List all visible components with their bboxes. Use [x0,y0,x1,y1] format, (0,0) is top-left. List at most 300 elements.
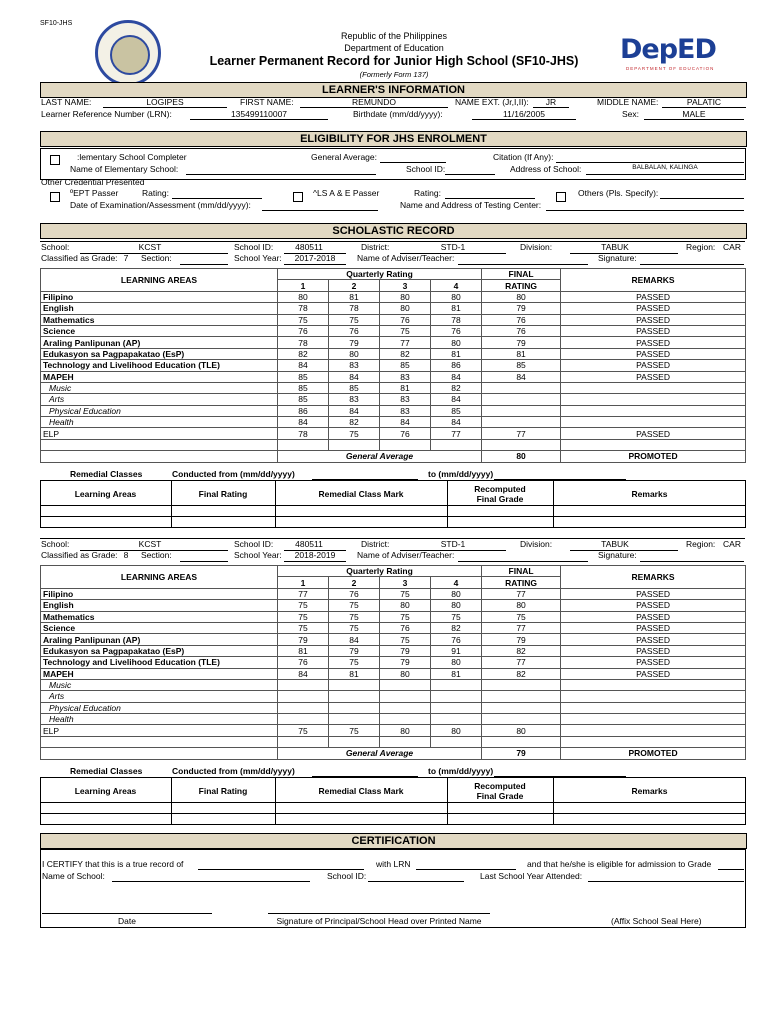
quarter-2-cell [329,439,380,450]
quarter-4-cell: 76 [431,325,482,336]
school-year-field-line[interactable] [284,264,346,265]
recomputed-header-a: Recomputed [474,781,526,791]
remarks-cell: PASSED [561,611,746,622]
grade-row [41,702,746,713]
quarter-1-cell: 85 [278,382,329,393]
quarter-3-cell: 76 [380,314,431,325]
quarter-4-cell: 80 [431,291,482,302]
quarter-3-cell: 79 [380,645,431,656]
quarter-2-cell [329,679,380,690]
pept-rating-field[interactable] [172,188,262,199]
quarter-4-header: 4 [431,280,482,291]
general-average-field[interactable] [380,152,446,163]
quarter-3-cell: 80 [380,291,431,302]
remarks-cell: PASSED [561,622,746,633]
certify-label: I CERTIFY that this is a true record of [42,859,184,869]
quarter-1-cell: 75 [278,725,329,736]
school-id-value: 480511 [295,242,323,252]
remarks-cell: PASSED [561,657,746,668]
quarter-4-cell: 81 [431,668,482,679]
quarter-3-cell: 83 [380,394,431,405]
quarter-2-cell: 76 [329,325,380,336]
remarks-cell [561,702,746,713]
remedial-row-divider [40,505,746,506]
final-rating-cell [482,405,561,416]
final-rating-cell: 76 [482,314,561,325]
quarter-4-cell: 81 [431,348,482,359]
grade-row [41,348,746,359]
final-rating-header-a: FINAL [482,269,561,280]
signature-label: Signature of Principal/School Head over Printed Name [276,916,482,926]
quarter-2-cell: 75 [329,622,380,633]
remedial-row-divider [40,813,746,814]
quarter-4-cell: 81 [431,303,482,314]
others-field[interactable] [660,188,744,199]
quarter-1-cell: 75 [278,622,329,633]
school-year-field-line[interactable] [284,561,346,562]
quarter-3-cell: 85 [380,360,431,371]
middle-name-value: PALATIC [662,97,746,108]
remedial-learning-areas-header: Learning Areas [74,489,137,499]
cert-school-name-field[interactable] [112,871,310,882]
final-rating-cell: 77 [482,657,561,668]
quarter-1-cell [278,736,329,747]
remedial-column-divider [275,480,276,528]
quarter-4-cell [431,691,482,702]
quarter-3-cell: 81 [380,382,431,393]
grades-table [40,565,746,760]
school-label: School: [41,242,70,252]
quarter-1-cell: 75 [278,600,329,611]
pept-rating-label: Rating: [142,188,169,198]
deped-logo: DepED [620,34,716,65]
final-rating-cell: 80 [482,600,561,611]
learning-area-cell: Araling Panlipunan (AP) [41,337,278,348]
sex-label: Sex: [622,109,640,119]
conducted-to-label: to (mm/dd/yyyy) [428,766,494,776]
district-value: STD-1 [440,539,466,549]
quarter-3-header: 3 [380,577,431,588]
remarks-cell: PASSED [561,360,746,371]
remedial-column-divider [553,777,554,825]
grade-row [41,417,746,428]
final-rating-cell: 75 [482,611,561,622]
quarter-4-cell: 80 [431,600,482,611]
adviser-field-line[interactable] [458,264,588,265]
form-code: SF10-JHS [40,20,73,27]
school-id-field[interactable] [445,164,495,175]
grade-row [41,645,746,656]
quarter-2-cell: 83 [329,394,380,405]
learning-area-cell: Filipino [41,588,278,599]
remedial-table [40,777,746,825]
quarter-1-header: 1 [278,280,329,291]
final-rating-cell: 85 [482,360,561,371]
school-id-label: School ID: [234,539,274,549]
grade-row [41,325,746,336]
quarter-1-cell: 78 [278,337,329,348]
learning-area-cell: ELP [41,725,278,736]
district-value: STD-1 [440,242,466,252]
birthdate-value: 11/16/2005 [472,109,576,120]
certify-name-field[interactable] [198,859,364,870]
quarter-1-cell [278,439,329,450]
grade-row [41,588,746,599]
quarter-1-header: 1 [278,577,329,588]
quarter-1-cell: 75 [278,611,329,622]
quarter-2-cell: 84 [329,371,380,382]
learning-area-cell: Music [41,679,278,690]
quarter-3-cell: 75 [380,588,431,599]
school-id-label: School ID: [234,242,274,252]
quarter-2-cell: 81 [329,668,380,679]
cert-last-sy-field[interactable] [588,871,744,882]
learning-area-cell: English [41,303,278,314]
quarter-3-cell: 75 [380,325,431,336]
quarter-1-cell: 76 [278,657,329,668]
learning-area-cell: Technology and Livelihood Education (TLE) [41,360,278,371]
quarter-1-cell: 85 [278,371,329,382]
quarter-2-cell [329,702,380,713]
remarks-cell: PASSED [561,634,746,645]
remarks-header: REMARKS [561,566,746,589]
with-lrn-label: with LRN [376,859,411,869]
quarter-4-cell: 80 [431,588,482,599]
remarks-cell: PASSED [561,337,746,348]
grade-value: 7 [123,253,129,263]
final-rating-cell: 81 [482,348,561,359]
remedial-row-divider [40,802,746,803]
learning-area-cell: Edukasyon sa Pagpapakatao (EsP) [41,348,278,359]
citation-field[interactable] [556,152,744,163]
quarter-1-cell: 78 [278,303,329,314]
quarter-2-cell: 84 [329,405,380,416]
general-average-value: 79 [482,748,561,759]
deped-logo-sub: DEPARTMENT OF EDUCATION [626,66,715,71]
final-rating-cell: 80 [482,291,561,302]
grade-row [41,371,746,382]
learning-area-cell: Technology and Livelihood Education (TLE) [41,657,278,668]
grade-row [41,679,746,690]
learning-area-cell: English [41,600,278,611]
recomputed-header-a: Recomputed [474,484,526,494]
remarks-cell: PASSED [561,645,746,656]
quarter-3-cell: 80 [380,725,431,736]
name-ext-value: JR [533,97,569,108]
grade-row [41,714,746,725]
republic-line: Republic of the Philippines [340,31,448,41]
quarter-2-cell: 83 [329,360,380,371]
district-label: District: [361,539,390,549]
quarter-4-cell: 80 [431,657,482,668]
learning-area-cell: Science [41,325,278,336]
final-rating-cell: 76 [482,325,561,336]
school-year-value: 2017-2018 [294,253,336,263]
division-value: TABUK [601,539,629,549]
school-value: KCST [138,242,162,252]
quarter-3-cell: 83 [380,405,431,416]
remarks-cell [561,405,746,416]
general-average-label: General Average: [311,152,377,162]
learning-area-cell: Science [41,622,278,633]
quarter-4-cell: 85 [431,405,482,416]
remarks-cell: PASSED [561,314,746,325]
remarks-cell: PASSED [561,348,746,359]
remedial-final-rating-header: Final Rating [198,786,248,796]
school-year-label: School Year: [234,253,282,263]
remarks-cell: PASSED [561,588,746,599]
citation-label: Citation (If Any): [493,152,554,162]
grade-row [41,725,746,736]
adviser-field-line[interactable] [458,561,588,562]
remarks-cell [561,736,746,747]
learning-area-cell: Arts [41,394,278,405]
final-rating-cell [482,439,561,450]
signature-field-line[interactable] [640,264,744,265]
middle-name-label: MIDDLE NAME: [597,97,659,107]
quarter-1-cell [278,702,329,713]
remarks-cell [561,382,746,393]
eligible-label: and that he/she is eligible for admission to Grade [527,859,712,869]
remedial-row-divider [40,516,746,517]
cert-school-id-label: School ID: [327,871,367,881]
quarter-3-cell: 80 [380,600,431,611]
quarter-3-cell [380,736,431,747]
signature-field-line[interactable] [640,561,744,562]
signature-label: Signature: [598,253,637,263]
quarter-4-cell: 84 [431,417,482,428]
grade-row [41,405,746,416]
sex-value: MALE [644,109,744,120]
learning-area-cell: MAPEH [41,668,278,679]
cert-school-id-field[interactable] [368,871,464,882]
remarks-cell [561,679,746,690]
quarter-4-header: 4 [431,577,482,588]
quarter-2-header: 2 [329,280,380,291]
quarter-2-cell: 80 [329,348,380,359]
learning-area-cell [41,439,278,450]
quarter-2-cell: 75 [329,428,380,439]
remedial-column-divider [553,480,554,528]
quarter-3-cell: 76 [380,622,431,633]
quarter-2-cell: 85 [329,382,380,393]
learning-area-cell: Mathematics [41,314,278,325]
last-name-value: LOGIPES [103,97,227,108]
quarter-2-cell: 75 [329,600,380,611]
learning-area-cell: Music [41,382,278,393]
school-address-label: Address of School: [510,164,582,174]
remarks-cell [561,394,746,405]
quarter-1-cell: 84 [278,668,329,679]
remarks-cell: PASSED [561,325,746,336]
school-value: KCST [138,539,162,549]
grade-row [41,657,746,668]
grade-row [41,691,746,702]
quarter-1-cell: 76 [278,325,329,336]
final-rating-cell [482,417,561,428]
division-label: Division: [520,242,553,252]
conducted-from-label: Conducted from (mm/dd/yyyy) [172,766,295,776]
quarter-1-cell: 81 [278,645,329,656]
remarks-cell: PASSED [561,668,746,679]
quarter-4-cell: 76 [431,634,482,645]
elem-completer-checkbox[interactable] [50,155,60,165]
general-average-label: General Average [278,451,482,462]
als-rating-label: Rating: [414,188,441,198]
final-rating-cell [482,714,561,725]
quarter-1-cell: 86 [278,405,329,416]
remedial-remarks-header: Remarks [631,489,668,499]
school-id-value: 480511 [295,539,323,549]
promotion-result: PROMOTED [561,748,746,759]
quarterly-rating-header: Quarterly Rating [278,269,482,280]
learning-areas-header: LEARNING AREAS [41,566,278,589]
quarter-2-header: 2 [329,577,380,588]
school-year-label: School Year: [234,550,282,560]
date-label: Date [118,916,136,926]
adviser-label: Name of Adviser/Teacher: [357,550,455,560]
school-address-value: BALBALAN, KALINGA [586,164,744,175]
final-rating-cell [482,702,561,713]
learning-area-cell: Health [41,714,278,725]
quarter-1-cell: 75 [278,314,329,325]
grade-row [41,439,746,450]
quarter-4-cell: 80 [431,337,482,348]
quarter-1-cell: 82 [278,348,329,359]
promotion-result: PROMOTED [561,451,746,462]
section-label: Section: [141,253,172,263]
quarter-1-cell: 85 [278,394,329,405]
final-rating-cell: 79 [482,634,561,645]
cert-last-sy-label: Last School Year Attended: [480,871,583,881]
exam-date-field[interactable] [262,200,378,211]
section-field-line[interactable] [180,264,228,265]
learning-area-cell: Physical Education [41,702,278,713]
quarter-4-cell [431,702,482,713]
quarter-3-cell: 79 [380,657,431,668]
remarks-cell: PASSED [561,600,746,611]
quarter-1-cell: 80 [278,291,329,302]
certify-grade-field[interactable] [718,859,744,870]
general-average-label: General Average [278,748,482,759]
quarter-4-cell [431,439,482,450]
learner-info-header: LEARNER'S INFORMATION [40,82,747,98]
elem-school-field[interactable] [186,164,376,175]
school-label: School: [41,539,70,549]
grade-row [41,611,746,622]
quarter-4-cell: 84 [431,371,482,382]
learning-area-cell: Health [41,417,278,428]
pept-checkbox[interactable] [50,192,60,202]
scholastic-header: SCHOLASTIC RECORD [40,223,747,239]
recomputed-header-b: Final Grade [476,791,524,801]
final-rating-cell: 82 [482,645,561,656]
quarter-1-cell [278,679,329,690]
elem-school-label: Name of Elementary School: [70,164,179,174]
remedial-class-mark-header: Remedial Class Mark [318,786,404,796]
remarks-cell [561,439,746,450]
recomputed-header-b: Final Grade [476,494,524,504]
certify-lrn-field[interactable] [416,859,516,870]
quarter-4-cell: 82 [431,382,482,393]
learning-area-cell: Arts [41,691,278,702]
testing-center-field[interactable] [546,200,744,211]
final-rating-cell [482,736,561,747]
quarter-3-cell: 82 [380,348,431,359]
first-name-value: REMUNDO [300,97,448,108]
quarter-4-cell: 91 [431,645,482,656]
birthdate-label: Birthdate (mm/dd/yyyy): [353,109,443,119]
quarter-3-cell [380,714,431,725]
quarter-4-cell [431,679,482,690]
learning-area-cell: Araling Panlipunan (AP) [41,634,278,645]
testing-center-label: Name and Address of Testing Center: [400,200,542,210]
grade-row [41,668,746,679]
school-year-value: 2018-2019 [294,550,336,560]
final-rating-cell: 79 [482,337,561,348]
final-rating-cell: 82 [482,668,561,679]
quarter-1-cell: 84 [278,360,329,371]
quarter-3-cell [380,439,431,450]
grade-value: 8 [123,550,129,560]
als-rating-field[interactable] [445,188,535,199]
other-credential-label: Other Credential Presented [41,177,145,187]
final-rating-header-b: RATING [482,280,561,291]
quarter-3-cell: 80 [380,668,431,679]
quarter-3-cell: 77 [380,337,431,348]
quarter-1-cell [278,691,329,702]
remedial-remarks-header: Remarks [631,786,668,796]
quarter-4-cell: 86 [431,360,482,371]
quarter-4-cell [431,714,482,725]
remedial-classes-label: Remedial Classes [70,766,143,776]
quarter-2-cell: 79 [329,337,380,348]
section-label: Section: [141,550,172,560]
quarter-1-cell: 77 [278,588,329,599]
quarter-4-cell [431,736,482,747]
quarter-3-header: 3 [380,280,431,291]
section-field-line[interactable] [180,561,228,562]
certification-header: CERTIFICATION [40,833,747,849]
remarks-cell: PASSED [561,371,746,382]
quarter-2-cell: 78 [329,303,380,314]
remarks-cell [561,725,746,736]
quarter-2-cell: 82 [329,417,380,428]
grade-row [41,634,746,645]
quarter-4-cell: 82 [431,622,482,633]
learning-area-cell: Edukasyon sa Pagpapakatao (EsP) [41,645,278,656]
remedial-column-divider [171,777,172,825]
remarks-header: REMARKS [561,269,746,292]
learning-area-cell: Physical Education [41,405,278,416]
grade-row [41,428,746,439]
quarter-1-cell [278,714,329,725]
final-rating-cell: 79 [482,303,561,314]
final-rating-cell [482,691,561,702]
quarter-1-cell: 78 [278,428,329,439]
grade-row [41,303,746,314]
conducted-from-label: Conducted from (mm/dd/yyyy) [172,469,295,479]
department-line: Department of Education [344,43,444,53]
als-label: ^LS A & E Passer [313,188,380,198]
school-id-label: School ID: [406,164,446,174]
others-label: Others (Pls. Specify): [578,188,659,198]
cert-school-name-label: Name of School: [42,871,105,881]
quarter-4-cell: 77 [431,428,482,439]
lrn-value: 135499110007 [190,109,328,120]
grade-label: Classified as Grade: [41,253,118,263]
grade-row [41,622,746,633]
